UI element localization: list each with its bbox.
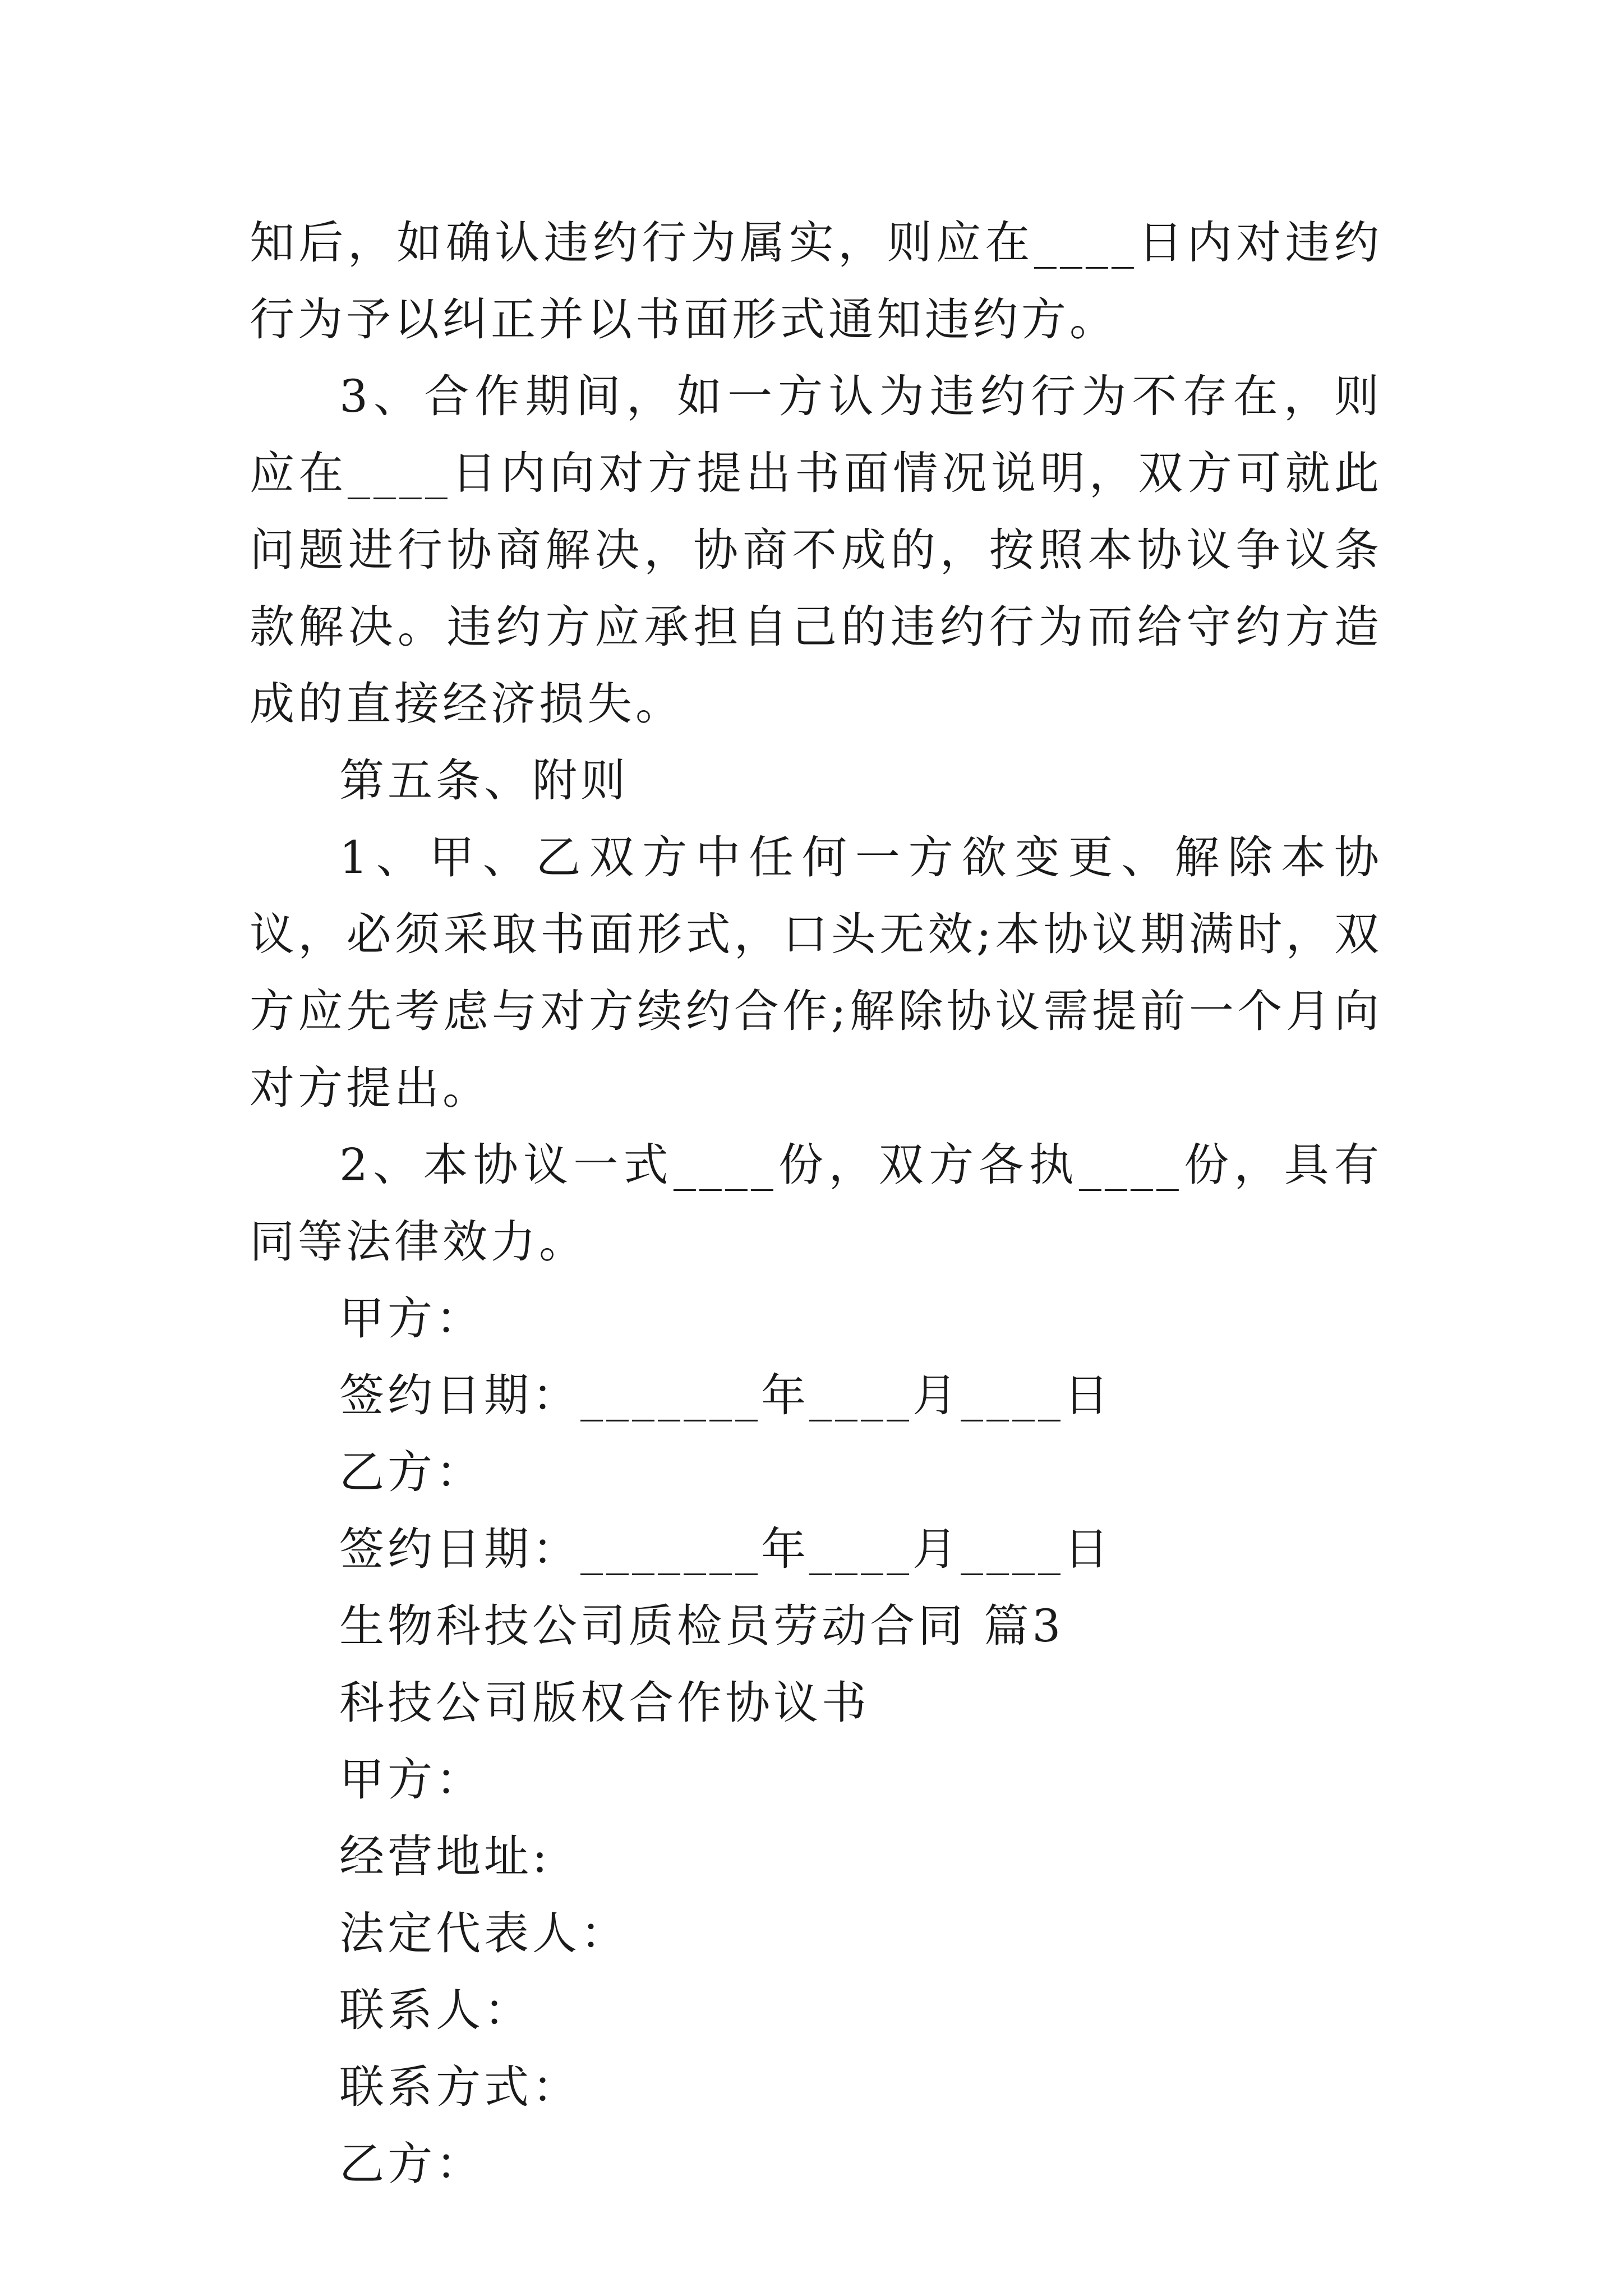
section-heading-article-5: 第五条、附则 [339,754,629,807]
party-b-label: 乙方： [339,1446,484,1498]
contact-method-label: 联系方式： [339,2061,580,2113]
signing-date-a: 签约日期：_______年____月____日 [339,1369,1112,1421]
party-b-heading: 乙方： [339,2138,484,2190]
signing-date-b: 签约日期：_______年____月____日 [339,1523,1112,1575]
paragraph-clause-2: 2、本协议一式____份，双方各执____份，具有同等法律效力。 [250,1139,1382,1268]
agreement-title: 科技公司版权合作协议书 [339,1677,870,1729]
business-address-label: 经营地址: [339,1830,551,1883]
contact-person-label: 联系人： [339,1984,532,2036]
paragraph-violation-correction: 知后，如确认违约行为属实，则应在____日内对违约行为予以纠正并以书面形式通知违约方。 [250,217,1382,346]
paragraph-clause-1: 1、甲、乙双方中任何一方欲变更、解除本协议，必须采取书面形式，口头无效;本协议期满时，双方应先考虑与对方续约合作;解除协议需提前一个月向对方提出。 [250,831,1382,1114]
legal-representative-label: 法定代表人： [339,1907,629,1959]
contract-section-title: 生物科技公司质检员劳动合同 篇3 [339,1600,1064,1652]
party-a-heading: 甲方： [339,1754,484,1806]
document-body [250,204,1382,2202]
paragraph-clause-3: 3、合作期间，如一方认为违约行为不存在，则应在____日内向对方提出书面情况说明，双方可就此问题进行协商解决，协商不成的，按照本协议争议条款解决。违约方应承担自己的违约行为而给守约方造成的直接经济损失。 [250,370,1382,730]
party-a-label: 甲方： [339,1292,484,1345]
